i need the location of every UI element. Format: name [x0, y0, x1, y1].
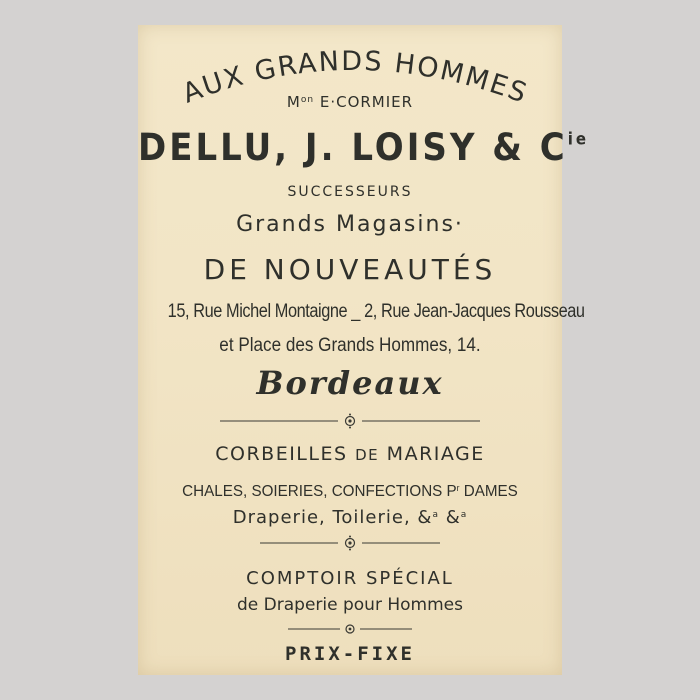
- comptoir-special: COMPTOIR SPÉCIAL: [246, 568, 454, 589]
- comptoir-subtitle: de Draperie pour Hommes: [237, 595, 463, 615]
- address-line-1: 15, Rue Michel Montaigne _ 2, Rue Jean-Jacques Rousseau: [167, 301, 585, 322]
- prix-fixe: PRIX-FIXE: [285, 643, 415, 665]
- ornament-divider-3: [288, 621, 412, 637]
- draperie-line: Draperie, Toilerie, &$^a$ &$^a$: [232, 507, 468, 528]
- firm-name: DELLU, J. LOISY & $C^{ie}$: [138, 126, 590, 170]
- ornament-divider-2: [260, 535, 440, 551]
- city-name: Bordeaux: [256, 364, 444, 402]
- nouveautes-heading: DE NOUVEAUTÉS: [203, 253, 497, 286]
- corbeilles-line: CORBEILLES DE MARIAGE: [215, 443, 485, 465]
- successors-label: SUCCESSEURS: [287, 184, 413, 200]
- ornament-divider-1: [220, 413, 480, 429]
- trade-card: [138, 25, 590, 675]
- grands-magasins: Grands Magasins·: [236, 212, 464, 237]
- chales-line: CHALES, SOIERIES, CONFECTIONS $P^r$ DAMES: [182, 483, 518, 500]
- address-line-2: et Place des Grands Hommes, 14.: [219, 335, 481, 356]
- arc-title-text: AUX GRANDS HOMMES: [178, 45, 533, 110]
- proprietor-line: $M^{on}$ E·CORMIER: [286, 93, 414, 111]
